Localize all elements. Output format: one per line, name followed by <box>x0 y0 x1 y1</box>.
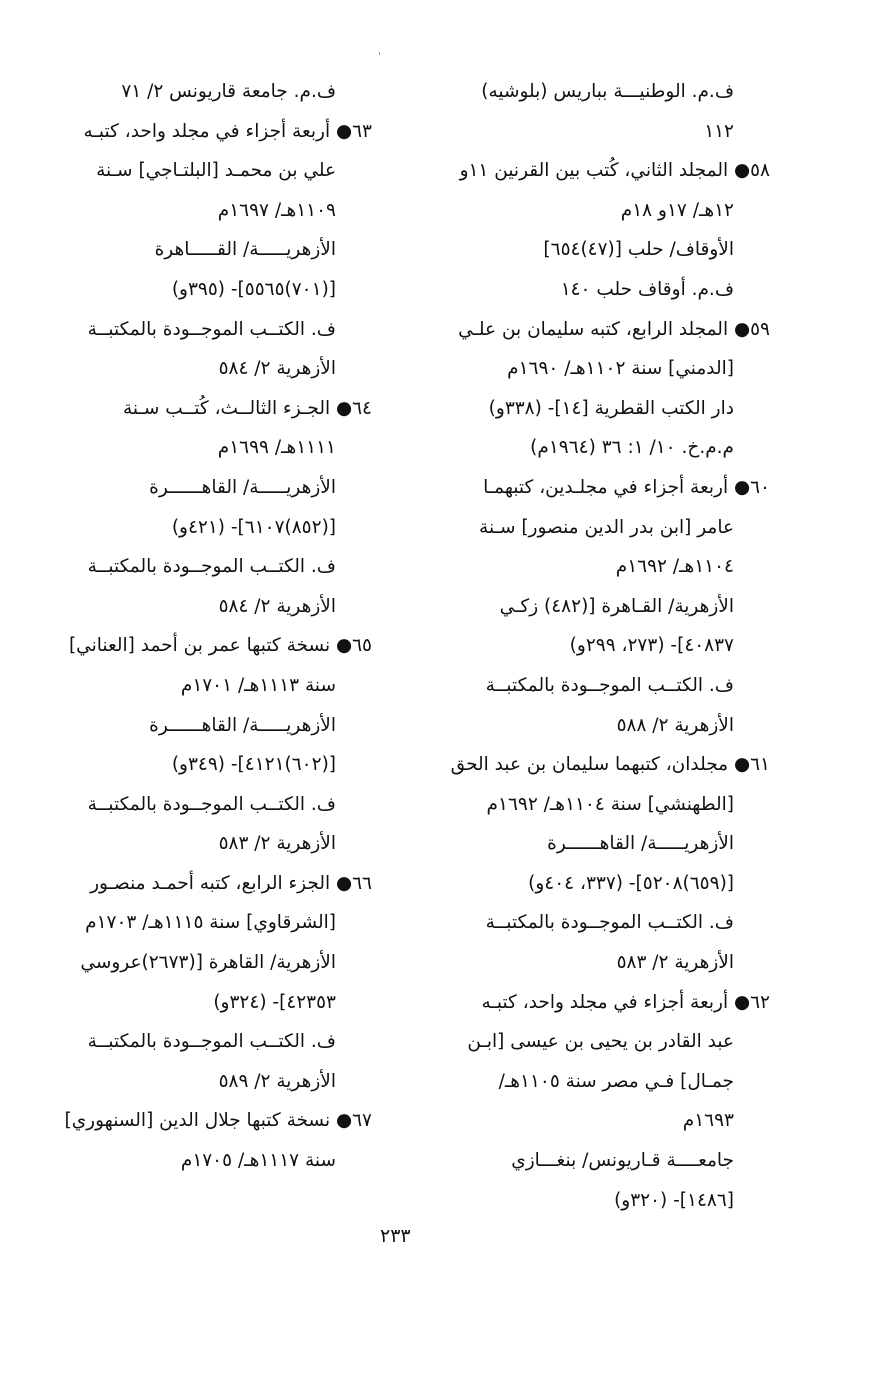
left-column <box>40 72 372 1181</box>
entry-line: [(٧٠١)٥٥٦٥]- (٣٩٥و) <box>171 278 336 300</box>
entry-line: عامر [ابن بدر الدين منصور] سـنة <box>479 516 734 538</box>
top-mark: ' <box>378 50 382 63</box>
entry-line: سنة ١١١٣هـ/ ١٧٠١م <box>180 674 336 696</box>
entry-line: ١١٠٩هـ/ ١٦٩٧م <box>217 199 336 221</box>
entry-line: الأوقاف/ حلب [(٤٧)٦٥٤] <box>543 239 734 261</box>
entry-line: [الشرقاوي] سنة ١١١٥هـ/ ١٧٠٣م <box>85 912 336 934</box>
entry-heading-line: ٥٩● المجلد الرابع، كتبه سليمان بن علـي <box>458 318 770 340</box>
entry-line: الأزهرية/ القاهرة [(٢٦٧٣)عروسي <box>80 952 336 974</box>
entry-line: ٤٠٨٣٧]- (٢٧٣، ٢٩٩و) <box>569 635 734 657</box>
entry-heading-line: ٥٨● المجلد الثاني، كُتب بين القرنين ١١و <box>459 160 770 182</box>
entry-heading-line: ٦١● مجلدان، كتبهما سليمان بن عبد الحق <box>450 754 770 776</box>
entry-line: ٤٢٣٥٣]- (٣٢٤و) <box>213 991 336 1013</box>
entry-line: [(٦٠٢)٤١٢١]- (٣٤٩و) <box>171 754 336 776</box>
entry-line: ١٢هـ/ ١٧و ١٨م <box>620 199 734 221</box>
entry-line: الأزهريـــــة/ القاهــــــرة <box>149 476 336 498</box>
entry-line: [١٤٨٦]- (٣٢٠و) <box>614 1189 734 1211</box>
entry-line: ف. الكتــب الموجــودة بالمكتبــة <box>485 674 734 696</box>
entry-heading-line: ٦٤● الجـزء الثالــث، كُتــب سـنة <box>122 397 372 419</box>
entry-line: الأزهرية ٢/ ٥٨٤ <box>218 358 336 380</box>
entry-line: ف.م. أوقاف حلب ١٤٠ <box>560 278 734 300</box>
entry-line: ١٦٩٣م <box>682 1110 734 1132</box>
entry-heading-line: ٦٥● نسخة كتبها عمر بن أحمد [العناني] <box>68 635 372 657</box>
entry-line: ١١١١هـ/ ١٦٩٩م <box>217 437 336 459</box>
entry-heading-line: ٦٦● الجزء الرابع، كتبه أحمـد منصـور <box>90 872 372 894</box>
entry-line: الأزهريـــــة/ القـــــاهرة <box>154 239 336 261</box>
entry-line: جمـال] فـي مصر سنة ١١٠٥هـ/ <box>498 1070 734 1092</box>
entry-line: ف. الكتــب الموجــودة بالمكتبــة <box>87 793 336 815</box>
entry-line: عبد القادر بن يحيى بن عيسى [ابـن <box>467 1031 734 1053</box>
entry-line: ف. الكتــب الموجــودة بالمكتبــة <box>87 318 336 340</box>
entry-heading-line: ٦٠● أربعة أجزاء في مجلـدين، كتبهمـا <box>483 476 770 498</box>
entry-line: ف. الكتــب الموجــودة بالمكتبــة <box>87 556 336 578</box>
entry-line: ف. الكتــب الموجــودة بالمكتبــة <box>87 1031 336 1053</box>
entry-line: ف.م. الوطنيـــة بباريس (بلوشيه) <box>481 81 734 102</box>
entry-line: الأزهريـــــة/ القاهــــــرة <box>547 833 734 855</box>
entry-line: دار الكتب القطرية [١٤]- (٣٣٨و) <box>488 397 734 419</box>
entry-line: الأزهرية ٢/ ٥٨٣ <box>616 952 734 974</box>
entry-line: م.م.خ. ١٠/ ١: ٣٦ (١٩٦٤م) <box>530 437 734 459</box>
entry-line: [الدمني] سنة ١١٠٢هـ/ ١٦٩٠م <box>507 358 734 380</box>
entry-line: [(٨٥٢)٦١٠٧]- (٤٢١و) <box>171 516 336 538</box>
entry-line: جامعــــة قـاريونس/ بنغـــازي <box>511 1150 734 1172</box>
entry-line: ١١٠٤هـ/ ١٦٩٢م <box>615 556 734 578</box>
entry-heading-line: ٦٢● أربعة أجزاء في مجلد واحد، كتبـه <box>481 991 770 1013</box>
entry-heading-line: ٦٣● أربعة أجزاء في مجلد واحد، كتبـه <box>83 120 372 142</box>
entry-line: الأزهرية ٢/ ٥٨٩ <box>218 1070 336 1092</box>
entry-line: سنة ١١١٧هـ/ ١٧٠٥م <box>180 1150 336 1172</box>
entry-line: علي بن محمـد [البلتـاجي] سـنة <box>96 160 336 182</box>
entry-line: ١١٢ <box>704 120 734 142</box>
entry-line: الأزهريـــــة/ القاهــــــرة <box>149 714 336 736</box>
entry-line: ف.م. جامعة قاريونس ٢/ ٧١ <box>121 81 336 102</box>
entry-line: الأزهرية/ القـاهرة [(٤٨٢) زكـي <box>499 595 734 617</box>
entry-heading-line: ٦٧● نسخة كتبها جلال الدين [السنهوري] <box>64 1110 372 1132</box>
entry-line: [الطهنشي] سنة ١١٠٤هـ/ ١٦٩٢م <box>486 793 734 815</box>
entry-line: [(٦٥٩)٥٢٠٨]- (٣٣٧، ٤٠٤و) <box>528 872 734 894</box>
entry-line: ف. الكتــب الموجــودة بالمكتبــة <box>485 912 734 934</box>
right-column <box>425 72 770 1220</box>
page-number: ٢٣٣ <box>380 1225 411 1247</box>
entry-line: الأزهرية ٢/ ٥٨٤ <box>218 595 336 617</box>
entry-line: الأزهرية ٢/ ٥٨٨ <box>616 714 734 736</box>
entry-line: الأزهرية ٢/ ٥٨٣ <box>218 833 336 855</box>
